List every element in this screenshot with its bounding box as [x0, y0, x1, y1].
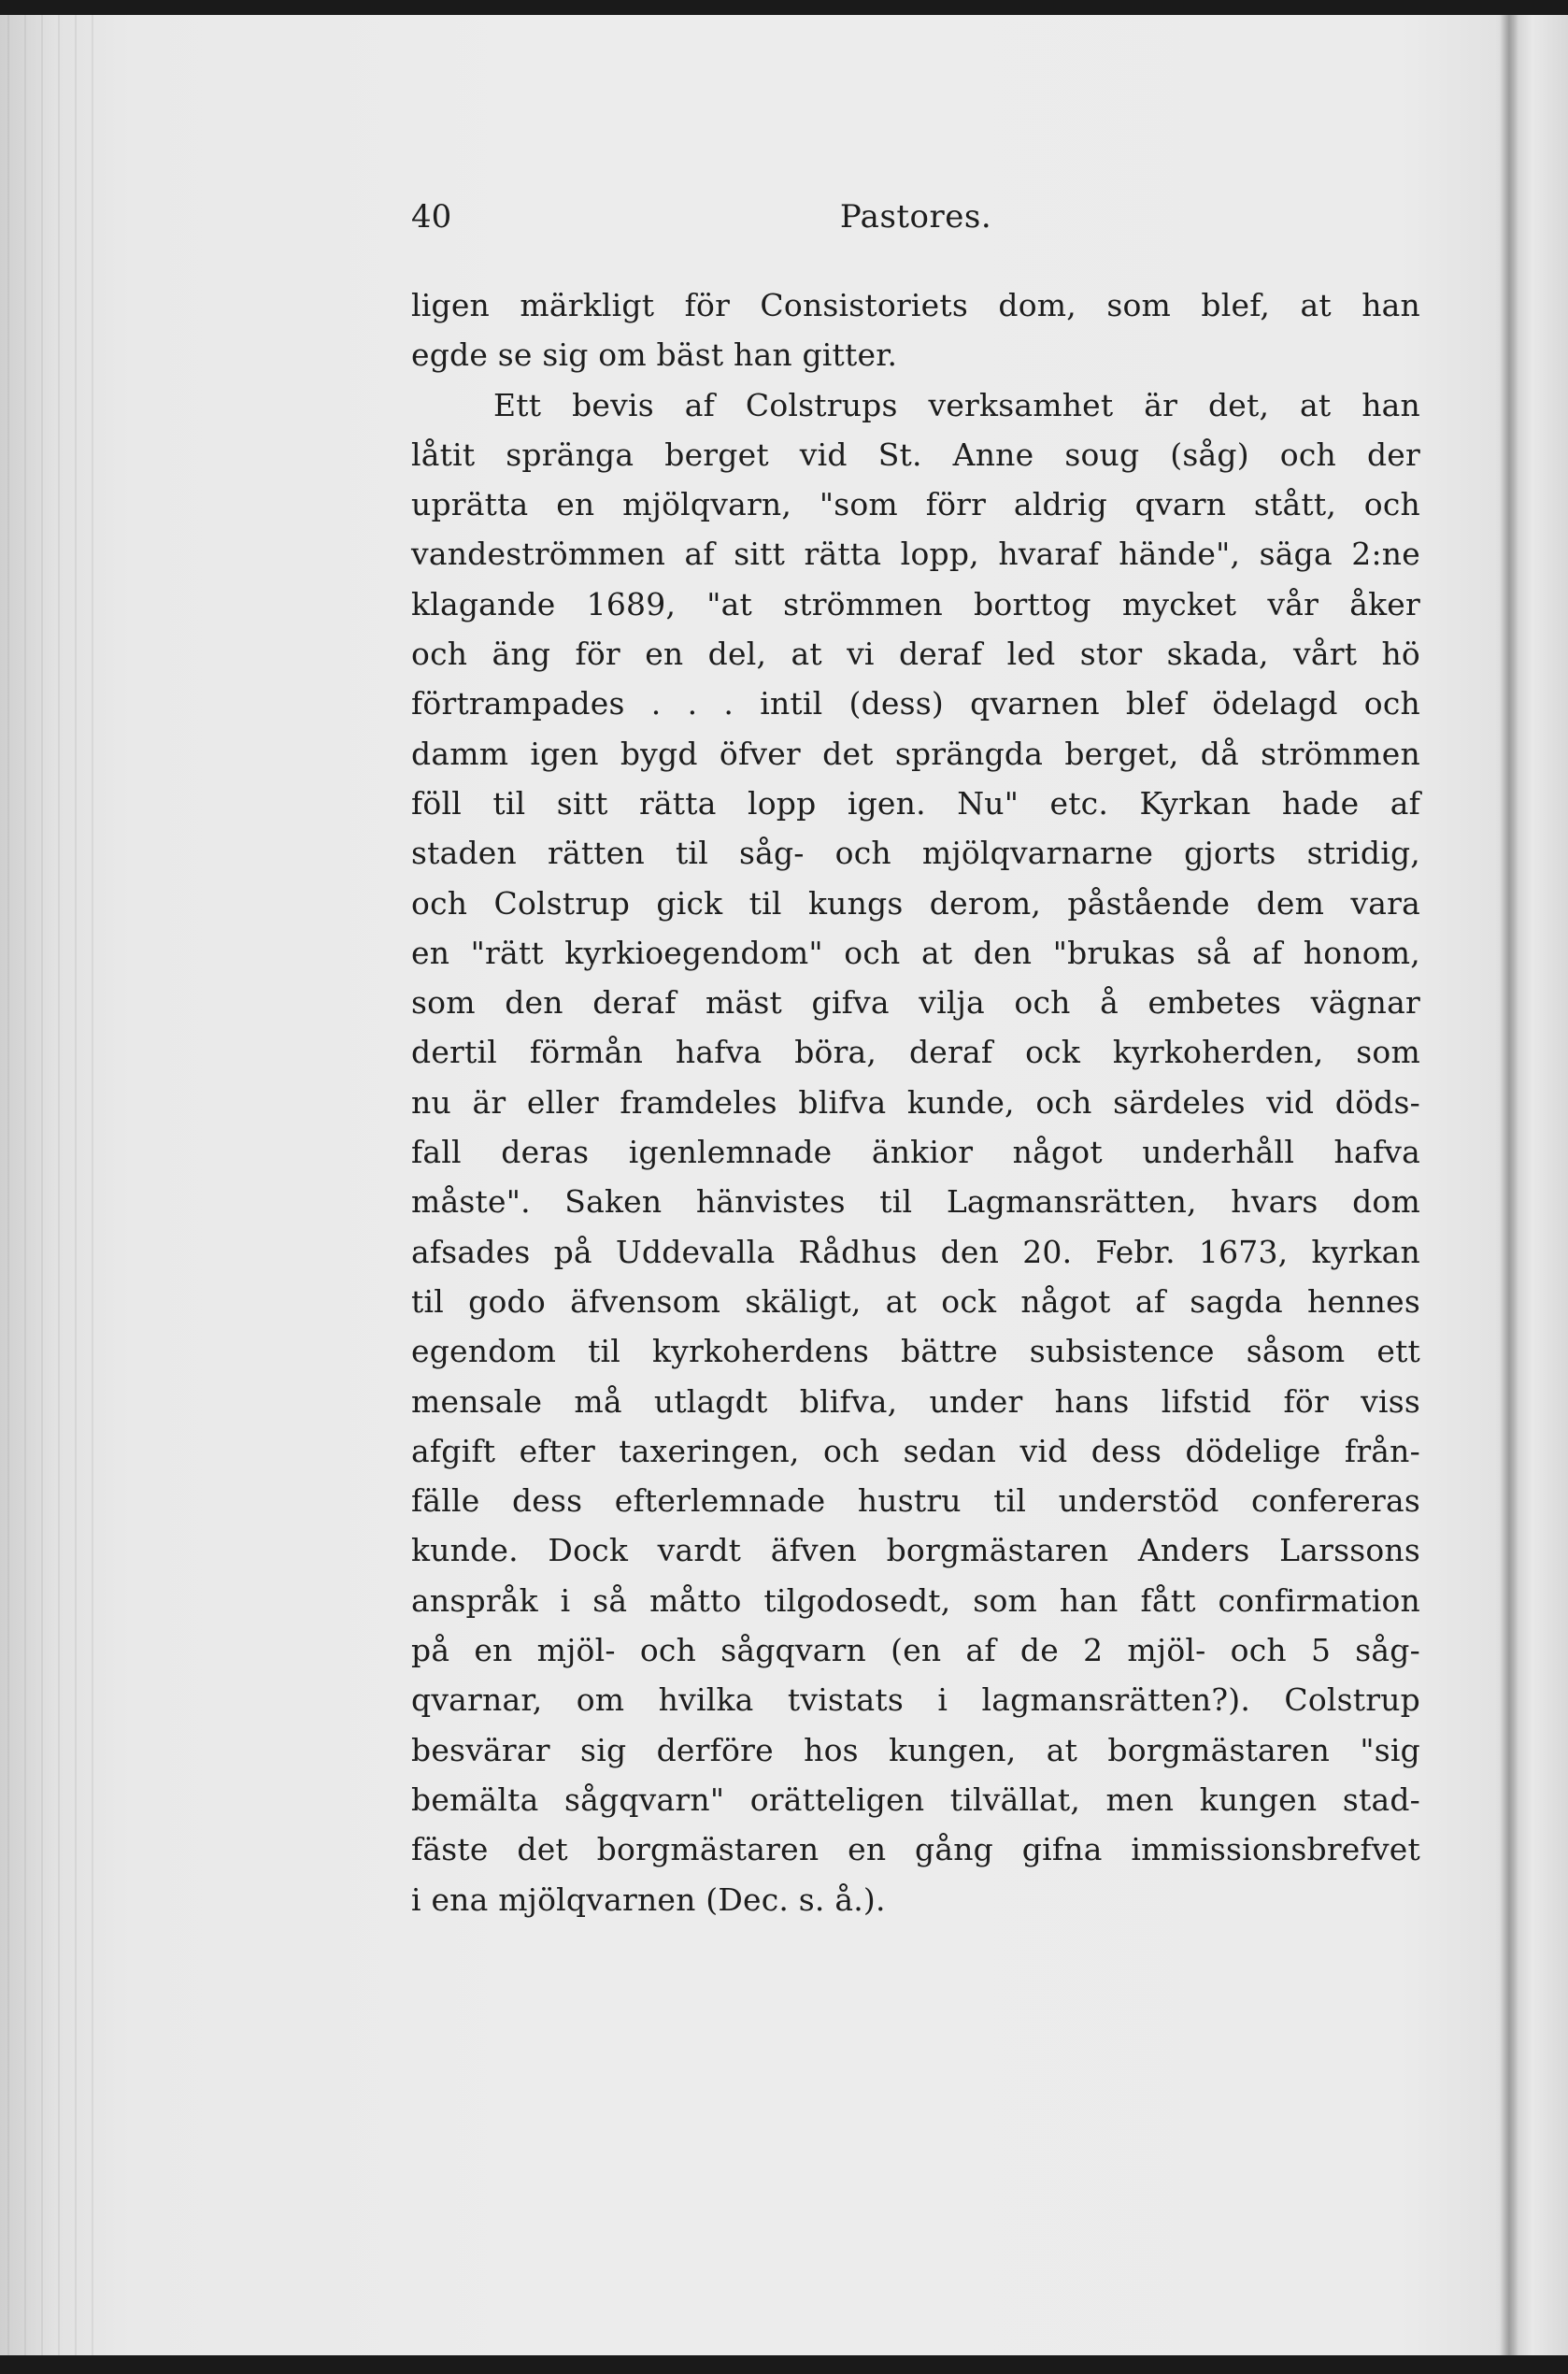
text-line: och äng för en del, at vi deraf led stor skada, vårt hö [411, 636, 1420, 673]
text-line: bemälta sågqvarn" orätteligen tilvällat, men kungen stad- [411, 1780, 1420, 1818]
running-head: Pastores. [839, 198, 992, 236]
text-line: staden rätten til såg- och mjölqvarnarne gjorts stridig, [411, 835, 1420, 872]
text-line: i ena mjölqvarnen (Dec. s. å.). [411, 1881, 886, 1918]
text-line: fälle dess efterlemnade hustru til understöd confereras [411, 1482, 1420, 1520]
text-line: som den deraf mäst gifva vilja och å embetes vägnar [411, 984, 1420, 1022]
text-line: fäste det borgmästaren en gång gifna immissionsbrefvet [411, 1831, 1420, 1868]
text-line: låtit spränga berget vid St. Anne soug (såg) och der [411, 436, 1420, 473]
text-line: qvarnar, om hvilka tvistats i lagmansrätten?). Colstrup [411, 1681, 1420, 1719]
text-line: kunde. Dock vardt äfven borgmästaren Anders Larssons [411, 1532, 1420, 1569]
body-text [411, 280, 1420, 1924]
text-line: afgift efter taxeringen, och sedan vid dess dödelige från- [411, 1432, 1420, 1469]
book-edge-left [0, 15, 103, 2355]
text-line: måste". Saken hänvistes til Lagmansrätten, hvars dom [411, 1183, 1420, 1221]
scan-border-bottom [0, 2355, 1568, 2374]
text-line: förtrampades . . . intil (dess) qvarnen blef ödelagd och [411, 685, 1420, 722]
text-line: mensale må utlagdt blifva, under hans lifstid för viss [411, 1382, 1420, 1420]
text-line: en "rätt kyrkioegendom" och at den "brukas så af honom, [411, 934, 1420, 971]
page-header [411, 187, 1420, 243]
text-line: på en mjöl- och sågqvarn (en af de 2 mjöl- och 5 såg- [411, 1632, 1420, 1669]
text-line: klagande 1689, "at strömmen borttog mycket vår åker [411, 585, 1420, 622]
page-number: 40 [411, 198, 452, 236]
text-line: uprätta en mjölqvarn, "som förr aldrig qvarn stått, och [411, 486, 1420, 523]
page-content [411, 187, 1420, 1924]
text-line: nu är eller framdeles blifva kunde, och särdeles vid döds- [411, 1083, 1420, 1121]
book-gutter-shadow [1500, 15, 1518, 2355]
text-line: afsades på Uddevalla Rådhus den 20. Febr. 1673, kyrkan [411, 1233, 1420, 1270]
text-line: vandeströmmen af sitt rätta lopp, hvaraf hände", säga 2:ne [411, 536, 1420, 573]
text-line: ligen märkligt för Consistoriets dom, som blef, at han [411, 287, 1420, 323]
scan-border-top [0, 0, 1568, 15]
text-line: fall deras igenlemnade änkior något underhåll hafva [411, 1134, 1420, 1171]
text-line: til godo äfvensom skäligt, at ock något af sagda hennes [411, 1282, 1420, 1320]
text-line: damm igen bygd öfver det sprängda berget, då strömmen [411, 735, 1420, 772]
text-line: och Colstrup gick til kungs derom, påstående dem vara [411, 884, 1420, 922]
text-line: föll til sitt rätta lopp igen. Nu" etc. Kyrkan hade af [411, 784, 1420, 822]
text-line: egendom til kyrkoherdens bättre subsistence såsom ett [411, 1333, 1420, 1370]
text-line: egde se sig om bäst han gitter. [411, 336, 898, 374]
text-line: besvärar sig derföre hos kungen, at borgmästaren "sig [411, 1731, 1420, 1768]
text-line: Ett bevis af Colstrups verksamhet är det, at han [493, 386, 1420, 423]
text-line: anspråk i så måtto tilgodosedt, som han fått confirmation [411, 1581, 1420, 1619]
text-line: dertil förmån hafva böra, deraf ock kyrkoherden, som [411, 1034, 1420, 1071]
